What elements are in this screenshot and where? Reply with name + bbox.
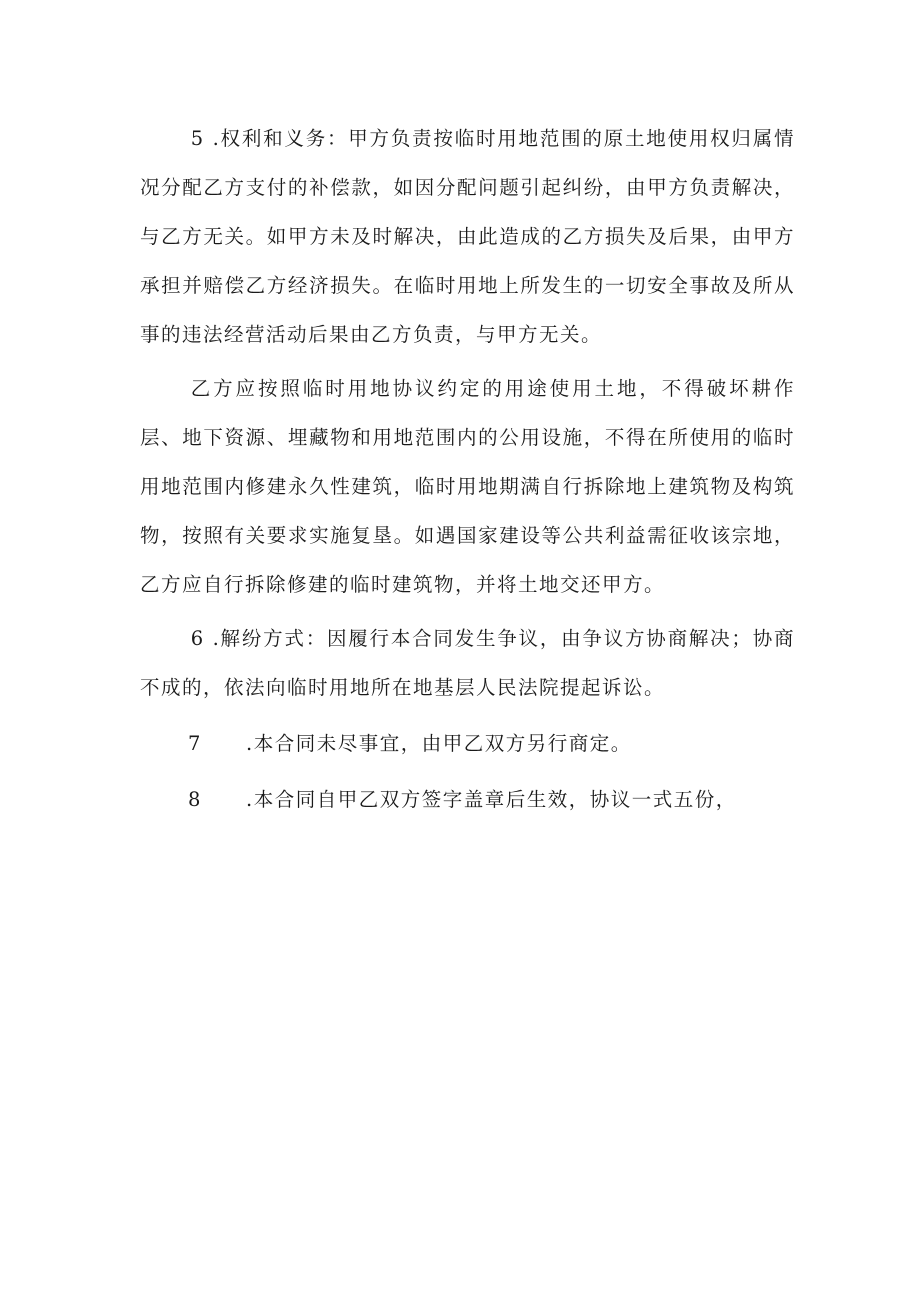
clause-5-rights-obligations: 5 .权利和义务：甲方负责按临时用地范围的原土地使用权归属情况分配乙方支付的补偿款，如因分配问题引起纠纷，由甲方负责解决，与乙方无关。如甲方未及时解决，由此造成的乙方损失及后果，由甲方承担并赔偿乙方经济损失。在临时用地上所发生的一切安全事故及所从事的违法经营活动后果由乙方负责，与甲方无关。: [140, 127, 795, 346]
clause-7: [140, 719, 795, 768]
clause-8-text: .本合同自甲乙双方签字盖章后生效，协议一式五份，: [246, 788, 737, 811]
clause-8: [140, 775, 795, 824]
document-body: [140, 114, 795, 824]
clause-7-text: .本合同未尽事宜，由甲乙双方另行商定。: [246, 732, 632, 755]
clause-8-number: 8: [188, 788, 202, 811]
clause-5-land-use-terms: 乙方应按照临时用地协议约定的用途使用土地，不得破坏耕作层、地下资源、埋藏物和用地范围内的公用设施，不得在所使用的临时用地范围内修建永久性建筑，临时用地期满自行拆除地上建筑物及构筑物，按照有关要求实施复垦。如遇国家建设等公共利益需征收该宗地，乙方应自行拆除修建的临时建筑物，并将土地交还甲方。: [140, 377, 795, 596]
clause-6-dispute-resolution: 6 .解纷方式：因履行本合同发生争议，由争议方协商解决；协商不成的，依法向临时用地所在地基层人民法院提起诉讼。: [140, 627, 795, 699]
clause-7-number: 7: [188, 732, 202, 755]
